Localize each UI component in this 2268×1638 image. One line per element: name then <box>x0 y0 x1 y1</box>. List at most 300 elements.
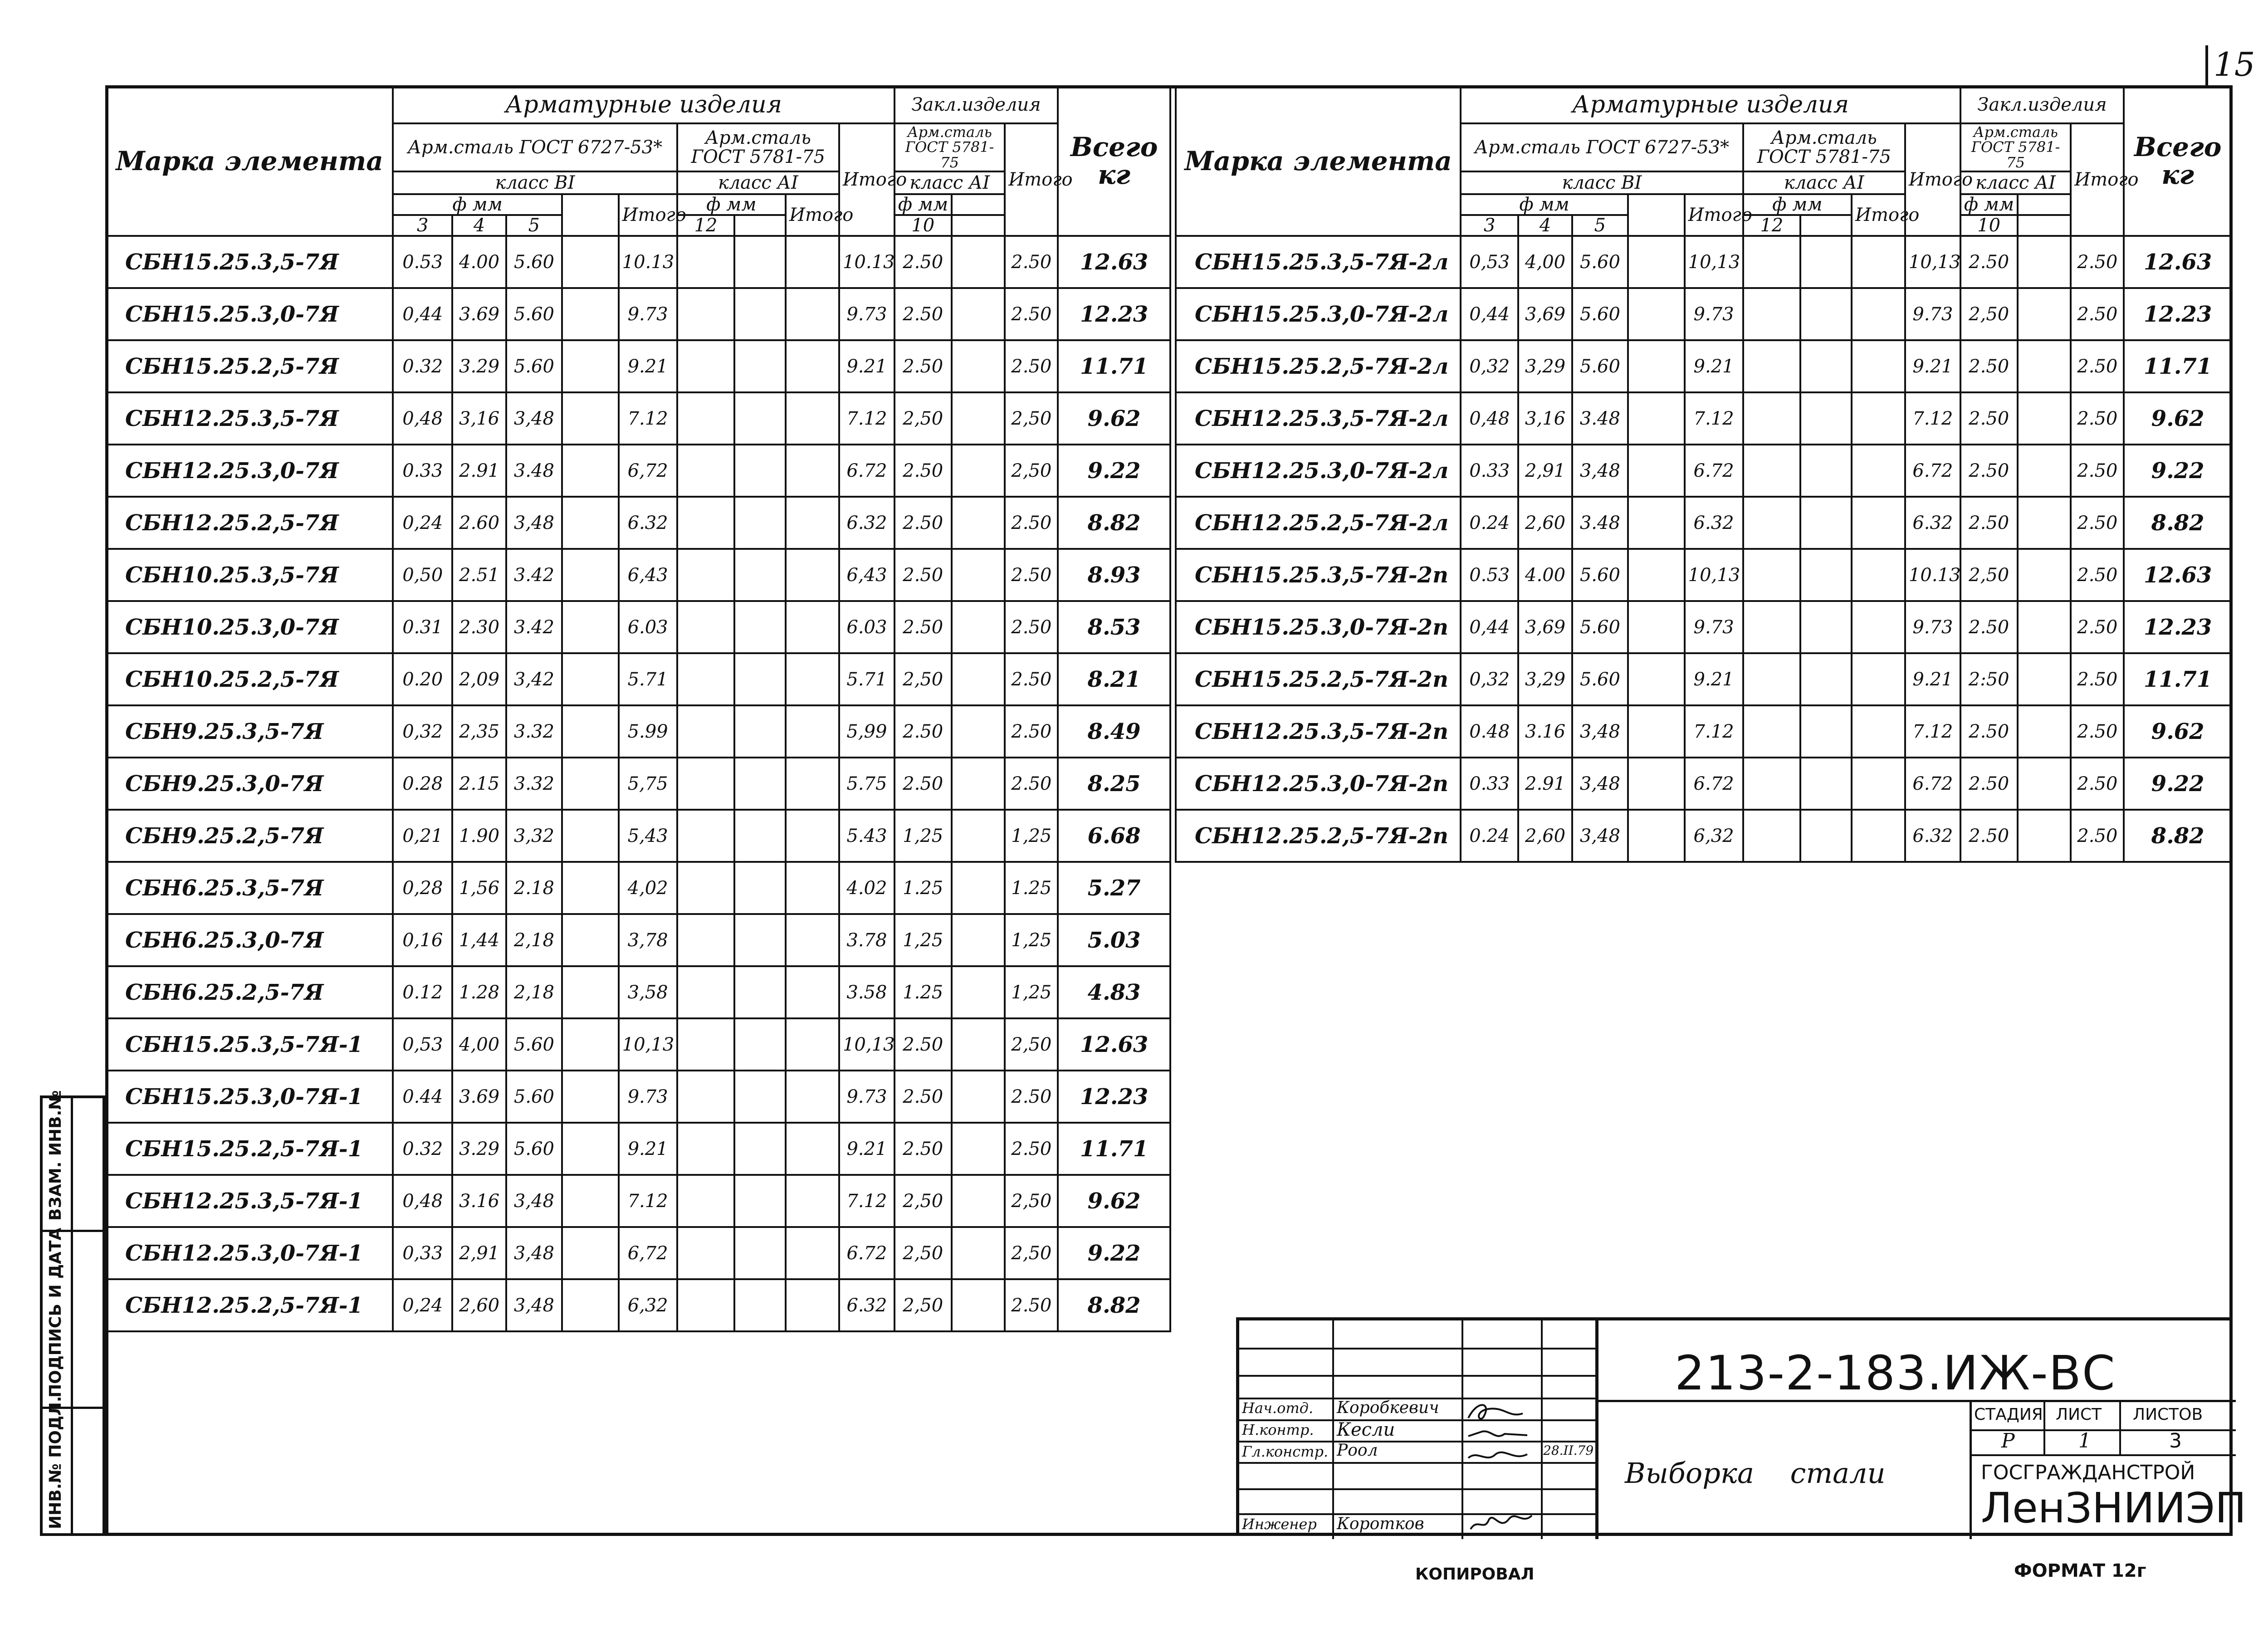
itogo-embedded-value: 1.25 <box>1005 862 1058 914</box>
dia-3-value: 0.32 <box>393 340 452 392</box>
dia-4-value: 2,91 <box>1518 445 1572 497</box>
gost6727-header: Арм.сталь ГОСТ 6727-53* <box>1461 123 1743 171</box>
total-weight: 12.63 <box>2124 549 2232 601</box>
stamp-rule <box>1970 1454 2236 1456</box>
table-row <box>1176 705 2232 758</box>
blank-cell <box>734 862 786 914</box>
total-weight: 4.83 <box>1058 966 1170 1018</box>
blank-cell <box>734 445 786 497</box>
dia-5-value: 5.60 <box>1572 601 1628 653</box>
itogo-value: 9.21 <box>1905 340 1960 392</box>
blank-cell <box>562 758 619 810</box>
mark-header: Марка элемента <box>106 86 393 236</box>
blank-col <box>562 194 619 236</box>
table-row <box>106 236 1170 288</box>
blank-cell <box>2018 392 2071 445</box>
dia-5-value: 2,18 <box>506 914 562 966</box>
blank-cell <box>562 601 619 653</box>
blank-cell <box>952 1175 1005 1227</box>
dia-3-value: 0,32 <box>393 705 452 758</box>
dia-12-value <box>1743 601 1801 653</box>
blank-cell <box>562 288 619 340</box>
itogo-a1-value <box>786 392 839 445</box>
dia-10-value: 2.50 <box>894 758 952 810</box>
element-mark: СБН15.25.3,5-7Я-1 <box>106 1018 393 1071</box>
element-mark: СБН15.25.3,5-7Я-2п <box>1176 549 1461 601</box>
gost5781-header: Арм.сталь ГОСТ 5781-75 <box>1743 123 1905 171</box>
sheets-value: 3 <box>2169 1429 2182 1452</box>
role-4: Инженер <box>1242 1516 1317 1533</box>
dia-4-value: 2,35 <box>452 705 506 758</box>
element-mark: СБН12.25.2,5-7Я-2л <box>1176 497 1461 549</box>
dia-10-value: 2.50 <box>894 705 952 758</box>
itogo-a1-value <box>786 862 839 914</box>
itogo-embedded-value: 2.50 <box>1005 340 1058 392</box>
blank-col <box>1800 215 1852 236</box>
table-row <box>106 1071 1170 1123</box>
itogo-a1-value <box>786 966 839 1018</box>
blank-cell <box>1628 601 1685 653</box>
dia-12-value <box>677 914 735 966</box>
dia-12-value <box>1743 810 1801 862</box>
blank-cell <box>1800 810 1852 862</box>
dia-5-value: 5.60 <box>506 1123 562 1175</box>
table-row <box>106 862 1170 914</box>
blank-cell <box>1628 288 1685 340</box>
itogo2-header: Итого <box>2071 123 2124 236</box>
phi-a1-header: ф мм <box>1743 194 1852 215</box>
name-1: Коробкевич <box>1337 1398 1439 1417</box>
total-weight: 12.23 <box>1058 288 1170 340</box>
class-b1-header: класс ВI <box>1461 171 1743 194</box>
itogo-embedded-value: 2.50 <box>2071 705 2124 758</box>
stamp-rule <box>1541 1320 1543 1539</box>
blank-cell <box>2018 810 2071 862</box>
itogo-b1-value: 9.73 <box>619 288 677 340</box>
itogo-b1-value: 5.99 <box>619 705 677 758</box>
table-row <box>106 1018 1170 1071</box>
blank-cell <box>2018 758 2071 810</box>
blank-cell <box>1628 392 1685 445</box>
blank-cell <box>1800 549 1852 601</box>
dia-3-value: 0.53 <box>1461 549 1518 601</box>
element-mark: СБН15.25.2,5-7Я-2л <box>1176 340 1461 392</box>
table-row <box>106 1175 1170 1227</box>
dia-12-value <box>1743 236 1801 288</box>
dia-12-value <box>1743 340 1801 392</box>
dia-3-value: 0.33 <box>1461 445 1518 497</box>
itogo-value: 9.73 <box>1905 288 1960 340</box>
itogo-a1-value <box>786 1071 839 1123</box>
dia-5-value: 3,48 <box>506 1175 562 1227</box>
blank-cell <box>562 1071 619 1123</box>
itogo-value: 4.02 <box>839 862 894 914</box>
dia-12-value <box>677 1175 735 1227</box>
dia-12-header: 12 <box>677 215 735 236</box>
itogo-value: 6.72 <box>839 1227 894 1279</box>
dia-10-value: 2.50 <box>1960 392 2018 445</box>
dia-12-value <box>677 497 735 549</box>
dia-10-value: 2.50 <box>894 549 952 601</box>
itogo-b1-value: 5.71 <box>619 653 677 705</box>
itogo-b1-value: 7.12 <box>619 1175 677 1227</box>
org-line-2: ЛенЗНИИЭП <box>1981 1484 2247 1532</box>
itogo-a1-value <box>786 497 839 549</box>
itogo-embedded-value: 2,50 <box>1005 445 1058 497</box>
table-row <box>1176 288 2232 340</box>
dia-12-value <box>677 1279 735 1331</box>
itogo-value: 9.21 <box>839 340 894 392</box>
table-row <box>106 392 1170 445</box>
dia-12-value <box>677 549 735 601</box>
blank-cell <box>734 966 786 1018</box>
table-row <box>106 966 1170 1018</box>
element-mark: СБН9.25.3,5-7Я <box>106 705 393 758</box>
itogo-embedded-value: 2.50 <box>2071 497 2124 549</box>
itogo-embedded-value: 2.50 <box>1005 236 1058 288</box>
element-mark: СБН12.25.2,5-7Я-2п <box>1176 810 1461 862</box>
table-row <box>106 810 1170 862</box>
itogo-a1-value <box>786 445 839 497</box>
blank-cell <box>952 705 1005 758</box>
dia-10-value: 2.50 <box>1960 340 2018 392</box>
dia-12-value <box>677 810 735 862</box>
class-a1-embedded-header: класс АI <box>1960 171 2071 194</box>
itogo-embedded-value: 2.50 <box>2071 340 2124 392</box>
blank-cell <box>734 1279 786 1331</box>
itogo-a1-value <box>1852 653 1905 705</box>
dia-4-value: 2.51 <box>452 549 506 601</box>
dia-5-value: 3.32 <box>506 705 562 758</box>
element-mark: СБН12.25.2,5-7Я <box>106 497 393 549</box>
itogo-value: 9.73 <box>839 1071 894 1123</box>
blank-cell <box>952 914 1005 966</box>
dia-4-value: 4.00 <box>452 236 506 288</box>
itogo-embedded-value: 2,50 <box>1005 1227 1058 1279</box>
dia-12-value <box>677 288 735 340</box>
table-row <box>1176 392 2232 445</box>
element-mark: СБН6.25.2,5-7Я <box>106 966 393 1018</box>
itogo-value: 10.13 <box>1905 549 1960 601</box>
blank-cell <box>734 288 786 340</box>
itogo-b1-value: 9.73 <box>619 1071 677 1123</box>
dia-3-value: 0.28 <box>393 758 452 810</box>
itogo-value: 5,99 <box>839 705 894 758</box>
itogo-header: Итого <box>1905 123 1960 236</box>
dia-3-value: 0.12 <box>393 966 452 1018</box>
dia-10-value: 2.50 <box>894 288 952 340</box>
dia-10-value: 2.50 <box>894 1018 952 1071</box>
itogo-embedded-value: 2.50 <box>1005 758 1058 810</box>
itogo-embedded-value: 2,50 <box>1005 1018 1058 1071</box>
blank-cell <box>952 601 1005 653</box>
dia-3-value: 0,44 <box>1461 288 1518 340</box>
role-3: Гл.констр. <box>1242 1443 1329 1460</box>
dia-5-value: 5.60 <box>1572 236 1628 288</box>
blank-cell <box>562 862 619 914</box>
dia-3-value: 0,48 <box>393 392 452 445</box>
dia-3-value: 0,24 <box>393 1279 452 1331</box>
total-header: Всего кг <box>2124 86 2232 236</box>
dia-4-value: 2.60 <box>452 497 506 549</box>
blank-cell <box>2018 236 2071 288</box>
itogo-embedded-value: 1,25 <box>1005 966 1058 1018</box>
itogo-b1-value: 9.21 <box>619 340 677 392</box>
dia-4-value: 2,91 <box>452 1227 506 1279</box>
stage-value: Р <box>2001 1429 2015 1452</box>
itogo-b1-value: 10,13 <box>1685 236 1743 288</box>
dia-4-value: 3,69 <box>1518 288 1572 340</box>
dia-10-value: 2,50 <box>1960 549 2018 601</box>
stamp-rule <box>1461 1320 1463 1539</box>
itogo-value: 5.43 <box>839 810 894 862</box>
table-row <box>106 1123 1170 1175</box>
dia-10-value: 2,50 <box>894 1227 952 1279</box>
vzam-inv-label: ВЗАМ. ИНВ.№ <box>46 1090 65 1221</box>
itogo-b1-header: Итого <box>1685 194 1743 236</box>
dia-12-value <box>677 966 735 1018</box>
itogo-value: 9.73 <box>839 288 894 340</box>
itogo-value: 6.03 <box>839 601 894 653</box>
blank-cell <box>734 236 786 288</box>
blank-col <box>2018 194 2071 215</box>
dia-5-value: 3,48 <box>506 497 562 549</box>
element-mark: СБН12.25.3,5-7Я-2л <box>1176 392 1461 445</box>
stamp-rule <box>2119 1400 2121 1454</box>
dia-4-value: 3,16 <box>1518 392 1572 445</box>
dia-10-value: 1.25 <box>894 966 952 1018</box>
dia-4-value: 1.28 <box>452 966 506 1018</box>
dia-3-value: 0,32 <box>1461 653 1518 705</box>
itogo-a1-value <box>1852 236 1905 288</box>
dia-5-value: 3.42 <box>506 601 562 653</box>
itogo-b1-value: 10,13 <box>1685 549 1743 601</box>
itogo-a1-value <box>786 1123 839 1175</box>
itogo-value: 9.73 <box>1905 601 1960 653</box>
blank-cell <box>734 340 786 392</box>
blank-cell <box>562 497 619 549</box>
blank-cell <box>2018 549 2071 601</box>
dia-5-header: 5 <box>1572 215 1628 236</box>
dia-4-value: 3,29 <box>1518 653 1572 705</box>
itogo-b1-value: 9.21 <box>1685 653 1743 705</box>
dia-12-value <box>677 445 735 497</box>
total-weight: 9.62 <box>2124 392 2232 445</box>
itogo-value: 10.13 <box>839 236 894 288</box>
blank-cell <box>1628 758 1685 810</box>
dia-4-value: 2,60 <box>452 1279 506 1331</box>
total-weight: 11.71 <box>2124 653 2232 705</box>
blank-cell <box>734 1018 786 1071</box>
signature-scribbles <box>1464 1400 1541 1536</box>
left-rows <box>106 236 1170 1331</box>
itogo-a1-value <box>1852 549 1905 601</box>
total-weight: 5.03 <box>1058 914 1170 966</box>
total-weight: 8.93 <box>1058 549 1170 601</box>
dia-3-value: 0.24 <box>1461 810 1518 862</box>
phi-b1-header: ф мм <box>1461 194 1628 215</box>
blank-cell <box>2018 653 2071 705</box>
total-weight: 12.23 <box>2124 601 2232 653</box>
element-mark: СБН6.25.3,5-7Я <box>106 862 393 914</box>
blank-cell <box>734 1071 786 1123</box>
blank-cell <box>734 705 786 758</box>
blank-cell <box>1628 236 1685 288</box>
total-weight: 12.23 <box>2124 288 2232 340</box>
itogo-embedded-value: 2.50 <box>2071 236 2124 288</box>
element-mark: СБН15.25.2,5-7Я <box>106 340 393 392</box>
dia-5-value: 3,48 <box>1572 758 1628 810</box>
phi-b1-header: ф мм <box>393 194 562 215</box>
dia-3-value: 0,33 <box>393 1227 452 1279</box>
dia-12-value <box>677 236 735 288</box>
dia-4-value: 4,00 <box>1518 236 1572 288</box>
element-mark: СБН6.25.3,0-7Я <box>106 914 393 966</box>
dia-4-value: 2.15 <box>452 758 506 810</box>
arm-products-header: Арматурные изделия <box>393 86 894 123</box>
table-row <box>106 1279 1170 1331</box>
table-row <box>1176 445 2232 497</box>
blank-cell <box>562 653 619 705</box>
dia-10-value: 2.50 <box>1960 601 2018 653</box>
blank-cell <box>1800 497 1852 549</box>
element-mark: СБН9.25.2,5-7Я <box>106 810 393 862</box>
phi-embedded-header: ф мм <box>1960 194 2018 215</box>
role-1: Нач.отд. <box>1242 1399 1314 1417</box>
itogo-embedded-value: 2.50 <box>1005 1279 1058 1331</box>
itogo-value: 6.72 <box>1905 758 1960 810</box>
itogo-a1-value <box>786 758 839 810</box>
element-mark: СБН10.25.3,5-7Я <box>106 549 393 601</box>
total-weight: 11.71 <box>2124 340 2232 392</box>
dia-10-value: 2.50 <box>1960 705 2018 758</box>
class-a1-embedded-header: класс АI <box>894 171 1005 194</box>
dia-10-value: 2.50 <box>1960 497 2018 549</box>
dia-4-value: 3.29 <box>452 340 506 392</box>
blank-cell <box>562 1227 619 1279</box>
dia-3-header: 3 <box>393 215 452 236</box>
dia-5-value: 5.60 <box>506 236 562 288</box>
blank-cell <box>2018 601 2071 653</box>
itogo-b1-value: 5,75 <box>619 758 677 810</box>
dia-5-value: 3,48 <box>506 1227 562 1279</box>
itogo-b1-value: 4,02 <box>619 862 677 914</box>
dia-3-value: 0,44 <box>393 288 452 340</box>
blank-col <box>1628 194 1685 236</box>
blank-cell <box>2018 705 2071 758</box>
itogo-value: 7.12 <box>839 1175 894 1227</box>
itogo-b1-value: 6.72 <box>1685 758 1743 810</box>
element-mark: СБН15.25.3,0-7Я-2л <box>1176 288 1461 340</box>
dia-5-value: 5.60 <box>1572 340 1628 392</box>
itogo-embedded-value: 2.50 <box>2071 288 2124 340</box>
blank-cell <box>952 1071 1005 1123</box>
element-mark: СБН9.25.3,0-7Я <box>106 758 393 810</box>
dia-3-value: 0,53 <box>393 1018 452 1071</box>
left-binding-strip <box>40 1090 105 1536</box>
dia-5-value: 5.60 <box>506 1018 562 1071</box>
itogo-value: 6.72 <box>839 445 894 497</box>
dia-5-header: 5 <box>506 215 562 236</box>
blank-cell <box>1800 445 1852 497</box>
left-spec-table <box>105 85 1171 1332</box>
dia-3-value: 0.33 <box>1461 758 1518 810</box>
blank-cell <box>562 1123 619 1175</box>
sheet-value: 1 <box>2078 1429 2091 1452</box>
dia-10-value: 2.50 <box>894 1123 952 1175</box>
itogo-a1-header: Итого <box>786 194 839 236</box>
dia-3-value: 0,24 <box>393 497 452 549</box>
itogo-a1-header: Итого <box>1852 194 1905 236</box>
itogo-header: Итого <box>839 123 894 236</box>
blank-cell <box>562 340 619 392</box>
itogo-value: 10,13 <box>1905 236 1960 288</box>
total-weight: 12.23 <box>1058 1071 1170 1123</box>
itogo-value: 6.32 <box>839 497 894 549</box>
dia-12-header: 12 <box>1743 215 1801 236</box>
document-code: 213-2-183.ИЖ-ВС <box>1675 1345 2116 1401</box>
itogo-a1-value <box>786 705 839 758</box>
itogo-b1-value: 6,43 <box>619 549 677 601</box>
element-mark: СБН15.25.2,5-7Я-2п <box>1176 653 1461 705</box>
dia-5-value: 3,48 <box>1572 445 1628 497</box>
blank-cell <box>952 288 1005 340</box>
total-weight: 9.22 <box>2124 445 2232 497</box>
dia-5-value: 5.60 <box>506 1071 562 1123</box>
itogo-value: 6.72 <box>1905 445 1960 497</box>
itogo-b1-value: 6.32 <box>619 497 677 549</box>
dia-12-value <box>677 758 735 810</box>
arm-products-header: Арматурные изделия <box>1461 86 1960 123</box>
itogo-a1-value <box>786 1227 839 1279</box>
total-weight: 8.82 <box>2124 810 2232 862</box>
table-row <box>106 445 1170 497</box>
embedded-header: Закл.изделия <box>894 86 1058 123</box>
gost6727-header: Арм.сталь ГОСТ 6727-53* <box>393 123 677 171</box>
stage-label: СТАДИЯ <box>1974 1405 2043 1424</box>
dia-12-value <box>677 392 735 445</box>
sheets-label: ЛИСТОВ <box>2133 1405 2203 1424</box>
itogo-b1-value: 3,78 <box>619 914 677 966</box>
itogo-embedded-value: 1,25 <box>1005 914 1058 966</box>
dia-4-value: 3.29 <box>452 1123 506 1175</box>
itogo-a1-value <box>1852 445 1905 497</box>
embedded-header: Закл.изделия <box>1960 86 2124 123</box>
element-mark: СБН12.25.3,5-7Я-1 <box>106 1175 393 1227</box>
blank-cell <box>734 810 786 862</box>
dia-10-value: 2.50 <box>894 1071 952 1123</box>
itogo-value: 9.21 <box>1905 653 1960 705</box>
itogo-embedded-value: 2.50 <box>2071 758 2124 810</box>
total-weight: 8.82 <box>1058 1279 1170 1331</box>
blank-cell <box>1800 392 1852 445</box>
itogo-embedded-value: 2.50 <box>2071 392 2124 445</box>
table-row <box>1176 810 2232 862</box>
drawing-title: Выборка стали <box>1625 1457 1886 1490</box>
blank-cell <box>952 445 1005 497</box>
table-row <box>106 288 1170 340</box>
dia-4-value: 3.69 <box>452 288 506 340</box>
blank-cell <box>952 758 1005 810</box>
dia-5-value: 3.32 <box>506 758 562 810</box>
dia-5-value: 3.48 <box>506 445 562 497</box>
stamp-rule <box>1970 1400 1972 1539</box>
dia-12-value <box>677 1071 735 1123</box>
blank-cell <box>1628 810 1685 862</box>
dia-10-value: 1.25 <box>894 862 952 914</box>
itogo-embedded-value: 2.50 <box>1005 288 1058 340</box>
blank-cell <box>1800 288 1852 340</box>
